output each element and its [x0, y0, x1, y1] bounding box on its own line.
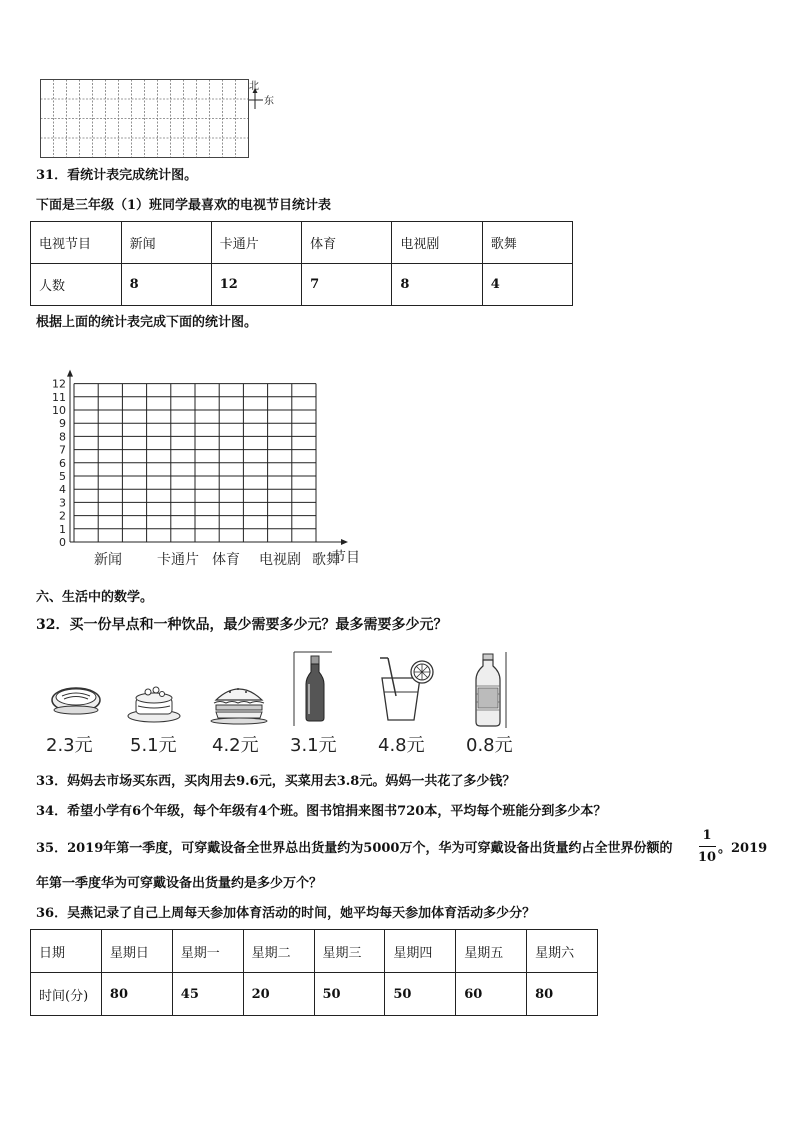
q31-table-caption: 下面是三年级（1）班同学最喜欢的电视节目统计表 — [36, 198, 332, 213]
table-cell: 星期四 — [385, 930, 456, 973]
table-cell: 12 — [211, 264, 301, 306]
table-cell: 星期三 — [314, 930, 385, 973]
y-tick-label: 5 — [59, 470, 66, 483]
price-cake: 5.1元 — [130, 735, 177, 756]
bread-icon — [48, 682, 108, 722]
table-cell: 星期一 — [172, 930, 243, 973]
price-juice: 4.8元 — [378, 735, 425, 756]
table-row — [31, 973, 598, 1016]
water-bottle-icon — [470, 650, 510, 730]
q35-text-after: 。2019 — [718, 841, 768, 856]
north-label: 北 — [249, 81, 259, 92]
price-water: 0.8元 — [466, 735, 513, 756]
table-cell: 星期日 — [101, 930, 172, 973]
table-header-row — [31, 222, 573, 264]
bar-chart — [40, 368, 370, 582]
y-tick-label: 7 — [59, 443, 66, 457]
table-cell: 星期二 — [243, 930, 314, 973]
q32-text: 32．买一份早点和一种饮品，最少需要多少元？最多需要多少元？ — [36, 617, 448, 633]
table-cell: 60 — [456, 973, 527, 1016]
compass — [249, 79, 279, 113]
map-grid — [40, 79, 250, 163]
x-category-label: 新闻 — [94, 552, 122, 568]
soda-bottle-icon — [292, 650, 336, 728]
q35-text-before: 35．2019年第一季度，可穿戴设备全世界总出货量约为5000万个，华为可穿戴设备出货量约占全世界份额的 — [36, 841, 673, 856]
map-grid-svg — [40, 79, 250, 159]
section-6-title: 六、生活中的数学。 — [36, 590, 154, 605]
x-category-label: 电视剧 — [259, 552, 301, 568]
east-label: 东 — [264, 96, 274, 107]
q36-text: 36．吴燕记录了自己上周每天参加体育活动的时间，她平均每天参加体育活动多少分？ — [36, 906, 536, 921]
price-bread: 2.3元 — [46, 735, 93, 756]
juice-image — [374, 656, 438, 726]
table-cell: 时间(分) — [31, 973, 102, 1016]
cake-image — [124, 680, 184, 730]
x-category-label: 歌舞 — [312, 552, 340, 568]
juice-glass-icon — [374, 656, 438, 722]
y-tick-label: 10 — [52, 404, 66, 417]
y-tick-label: 9 — [59, 417, 66, 431]
table-row — [31, 264, 573, 306]
y-tick-label: 11 — [52, 390, 66, 404]
y-tick-label: 6 — [59, 456, 66, 470]
x-category-label: 体育 — [212, 552, 240, 568]
price-soda: 3.1元 — [290, 735, 337, 756]
x-axis-arrow — [341, 539, 348, 545]
q31-instruction: 根据上面的统计表完成下面的统计图。 — [36, 315, 258, 330]
y-tick-label: 4 — [59, 483, 66, 497]
q31-title: 31．看统计表完成统计图。 — [36, 168, 198, 183]
table-cell: 人数 — [31, 264, 122, 306]
price-hamburger: 4.2元 — [212, 735, 259, 756]
table-cell: 日期 — [31, 930, 102, 973]
hamburger-image — [208, 680, 270, 730]
bar-chart-svg — [40, 368, 370, 578]
table-cell: 50 — [385, 973, 456, 1016]
activity-time-table — [30, 929, 598, 1016]
fraction-numerator: 1 — [702, 828, 712, 843]
table-cell: 20 — [243, 973, 314, 1016]
q33-text: 33．妈妈去市场买东西，买肉用去9.6元，买菜用去3.8元。妈妈一共花了多少钱？ — [36, 774, 516, 789]
table-cell: 7 — [302, 264, 392, 306]
hamburger-icon — [208, 680, 270, 726]
y-tick-label: 12 — [52, 377, 66, 391]
q34-text: 34．希望小学有6个年级，每个年级有4个班。图书馆捐来图书720本，平均每个班能分到多少本？ — [36, 804, 607, 819]
table-header-row — [31, 930, 598, 973]
y-tick-label: 2 — [59, 509, 66, 523]
cake-icon — [124, 680, 184, 726]
q35-text-line2: 年第一季度华为可穿戴设备出货量约是多少万个？ — [36, 876, 323, 891]
table-cell: 电视剧 — [392, 222, 482, 264]
table-cell: 8 — [392, 264, 482, 306]
y-tick-label: 0 — [59, 536, 66, 549]
table-cell: 4 — [482, 264, 572, 306]
y-tick-label: 8 — [59, 430, 66, 444]
table-cell: 50 — [314, 973, 385, 1016]
table-cell: 卡通片 — [211, 222, 301, 264]
table-cell: 45 — [172, 973, 243, 1016]
tv-program-table — [30, 221, 573, 306]
table-cell: 星期五 — [456, 930, 527, 973]
table-cell: 新闻 — [121, 222, 211, 264]
y-tick-label: 3 — [59, 496, 66, 510]
fraction-bar — [699, 846, 716, 847]
soda-image — [292, 650, 336, 732]
table-cell: 歌舞 — [482, 222, 572, 264]
table-cell: 体育 — [302, 222, 392, 264]
water-bottle-image — [470, 650, 510, 734]
x-category-label: 卡通片 — [157, 552, 199, 568]
table-cell: 80 — [101, 973, 172, 1016]
table-cell: 8 — [121, 264, 211, 306]
table-cell: 电视节目 — [31, 222, 122, 264]
table-cell: 80 — [527, 973, 598, 1016]
x-axis-label: 节目 — [332, 550, 360, 566]
bread-image — [48, 682, 108, 726]
fraction-denominator: 10 — [698, 850, 717, 865]
table-cell: 星期六 — [527, 930, 598, 973]
y-tick-label: 1 — [59, 522, 66, 536]
y-axis-arrow — [67, 370, 73, 377]
